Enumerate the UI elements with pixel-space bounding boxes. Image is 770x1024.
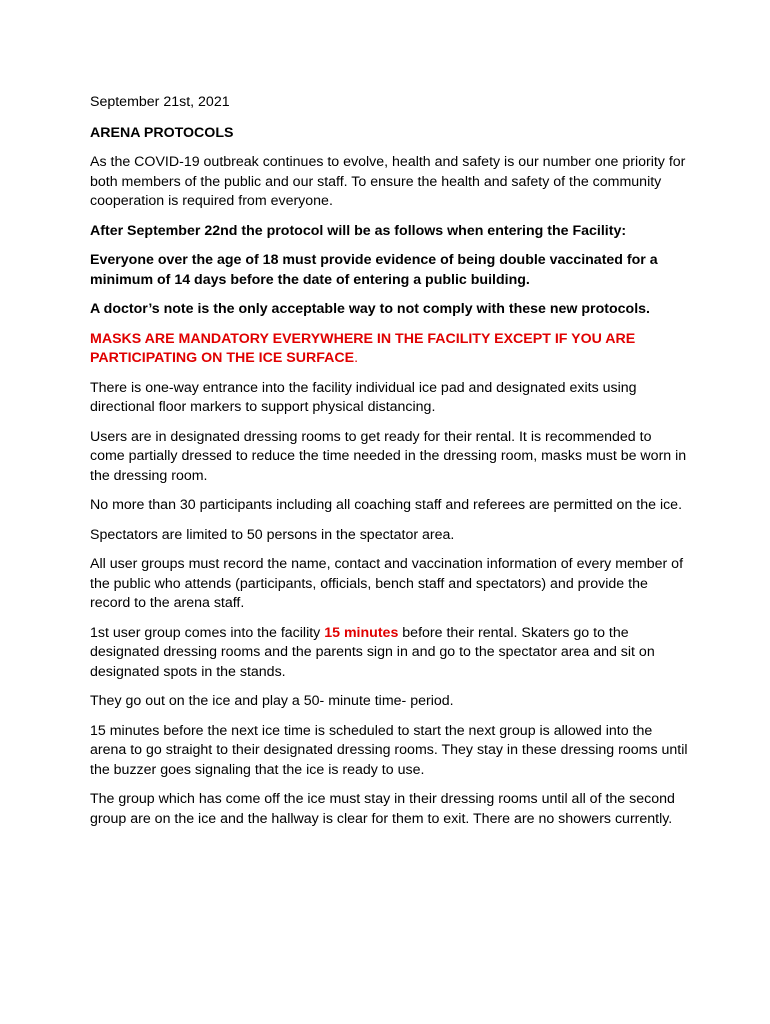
spectators-limit-paragraph: Spectators are limited to 50 persons in the spectator area.	[90, 526, 455, 543]
vaccination-rule: Everyone over the age of 18 must provide evidence of being double vaccinated for a minimum of 14 days before the date of entering a public building.	[90, 252, 658, 288]
exit-rule-paragraph: The group which has come off the ice must stay in their dressing rooms until all of the second group are on the ice and the hallway is clear for them to exit. There are no showers currently.	[90, 791, 675, 827]
masks-rule-paragraph	[90, 330, 690, 369]
first-group-highlight: 15 minutes	[324, 624, 399, 641]
document-title: ARENA PROTOCOLS	[90, 124, 234, 141]
one-way-paragraph: There is one-way entrance into the facility individual ice pad and designated exits using directional floor markers to support physical distancing.	[90, 379, 637, 415]
protocol-heading: After September 22nd the protocol will be as follows when entering the Facility:	[90, 222, 627, 239]
record-info-paragraph: All user groups must record the name, contact and vaccination information of every member of the public who attends (participants, officials, bench staff and spectators) and provide the record to the arena staff.	[90, 556, 684, 611]
dressing-rooms-paragraph: Users are in designated dressing rooms to get ready for their rental. It is recommended to come partially dressed to reduce the time needed in the dressing room, masks must be worn in the dressing room.	[90, 428, 687, 484]
next-group-paragraph: 15 minutes before the next ice time is scheduled to start the next group is allowed into the arena to go straight to their designated dressing rooms. They stay in these dressing rooms until the buzzer goes signaling that the ice is ready to use.	[90, 722, 688, 778]
doctors-note-rule: A doctor’s note is the only acceptable way to not comply with these new protocols.	[90, 301, 650, 317]
first-group-paragraph	[90, 624, 690, 683]
first-group-after: before their rental. Skaters go to the designated dressing rooms and the parents sign in and go to the spectator area and sit on designated spots in the stands.	[90, 624, 655, 680]
intro-paragraph: As the COVID-19 outbreak continues to evolve, health and safety is our number one priority for both members of the public and our staff. To ensure the health and safety of the community cooperation is required from everyone.	[90, 154, 686, 209]
first-group-before: 1st user group comes into the facility	[90, 624, 325, 641]
document-date: September 21st, 2021	[90, 94, 230, 110]
play-period-paragraph: They go out on the ice and play a 50- minute time- period.	[90, 693, 454, 709]
document-page	[90, 93, 690, 839]
masks-rule: MASKS ARE MANDATORY EVERYWHERE IN THE FACILITY EXCEPT IF YOU ARE PARTICIPATING ON THE ICE SURFACE	[90, 330, 636, 366]
masks-rule-period: .	[354, 350, 359, 366]
participants-limit-paragraph: No more than 30 participants including all coaching staff and referees are permitted on the ice.	[90, 497, 683, 513]
